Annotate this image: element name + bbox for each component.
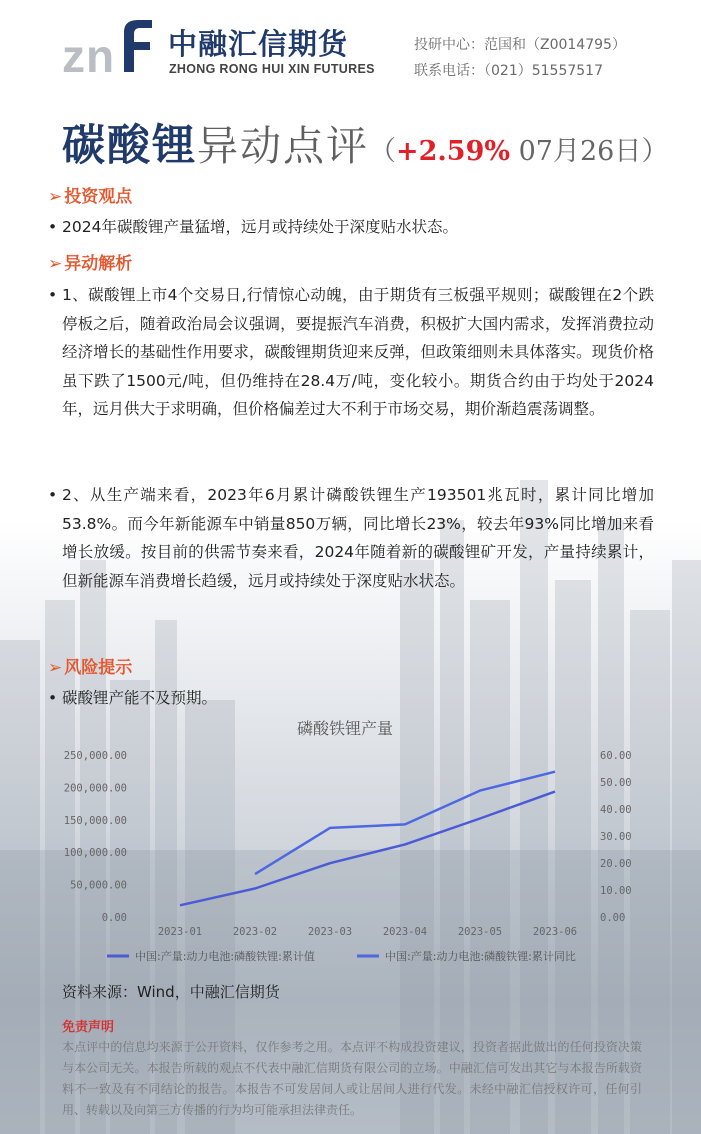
- y-left-tick-label: 200,000.00: [63, 782, 127, 795]
- view-text: 2024年碳酸锂产量猛增，远月或持续处于深度贴水状态。: [62, 218, 458, 236]
- title-price-change: +2.59%: [396, 136, 511, 167]
- section-heading-view: [48, 182, 132, 207]
- legend-label: 中国:产量:动力电池:磷酸铁锂:累计同比: [385, 950, 576, 963]
- title-date: 07月26日）: [510, 136, 669, 167]
- y-right-tick-label: 40.00: [600, 804, 632, 816]
- title-product: 碳酸锂: [62, 121, 197, 171]
- company-name-cn: 中融汇信期货: [168, 27, 349, 61]
- view-paragraph: [48, 213, 654, 242]
- x-tick-label: 2023-05: [457, 926, 503, 938]
- arrow-bullet-icon: ➢: [48, 254, 63, 274]
- y-left-tick-label: 250,000.00: [63, 750, 127, 762]
- y-left-tick-label: 0.00: [101, 912, 127, 924]
- company-logo-icon: [62, 14, 162, 78]
- title-open-paren: （: [369, 136, 396, 167]
- data-source: 资料来源：Wind，中融汇信期货: [62, 983, 280, 1001]
- y-left-tick-label: 100,000.00: [63, 847, 127, 860]
- svg-text:n: n: [86, 30, 115, 78]
- section-heading-label: 投资观点: [64, 187, 133, 207]
- bullet-icon: •: [48, 486, 58, 504]
- analysis-paragraph-2: [48, 481, 654, 595]
- bullet-icon: •: [48, 286, 58, 304]
- bullet-icon: •: [48, 218, 58, 236]
- y-right-tick-label: 10.00: [600, 885, 632, 897]
- risk-text: 碳酸锂产能不及预期。: [62, 689, 218, 707]
- company-name-en: ZHONG RONG HUI XIN FUTURES: [169, 62, 375, 76]
- section-heading-label: 风险提示: [64, 658, 133, 678]
- risk-paragraph: [48, 684, 654, 713]
- section-heading-label: 异动解析: [64, 254, 133, 274]
- svg-text:z: z: [62, 30, 85, 78]
- disclaimer-text: 本点评中的信息均来源于公开资料，仅作参考之用。本点评不构成投资建议，投资者据此做出的任何投资决策与本公司无关。本报告所载的观点不代表中融汇信期货有限公司的立场。中融汇信可发出其它与本报告所载资料不一致及有不同结论的报告。本报告不可发居间人或让居间人进行代发。未经中融汇信授权许可，任何引用、转载以及向第三方传播的行为均可能承担法律责任。: [62, 1040, 642, 1117]
- x-tick-label: 2023-06: [532, 926, 578, 938]
- series-line-yoy: [255, 772, 555, 874]
- y-right-tick-label: 60.00: [600, 750, 632, 762]
- report-header: [0, 0, 701, 92]
- arrow-bullet-icon: ➢: [48, 658, 63, 678]
- x-tick-label: 2023-02: [232, 926, 278, 938]
- x-tick-label: 2023-04: [382, 926, 428, 938]
- x-tick-label: 2023-03: [307, 926, 353, 938]
- y-right-tick-label: 30.00: [600, 831, 632, 843]
- title-type: 异动点评: [197, 122, 369, 170]
- arrow-bullet-icon: ➢: [48, 187, 63, 207]
- section-heading-risk: [48, 653, 132, 678]
- analyst-contact: 投研中心：范国和（Z0014795）: [414, 37, 626, 53]
- y-left-tick-label: 50,000.00: [70, 879, 127, 892]
- series-line-cumulative: [180, 792, 555, 906]
- lfp-production-chart: [0, 740, 701, 970]
- section-heading-analysis: [48, 249, 132, 274]
- y-right-tick-label: 0.00: [600, 912, 626, 924]
- analysis-paragraph-1: [48, 281, 654, 424]
- y-right-tick-label: 20.00: [600, 858, 632, 870]
- y-right-tick-label: 50.00: [600, 777, 632, 789]
- chart-title: 磷酸铁锂产量: [297, 719, 394, 738]
- phone-contact: 联系电话：（021）51557517: [414, 63, 603, 79]
- analysis-text-1: 1、碳酸锂上市4个交易日,行情惊心动魄，由于期货有三板强平规则；碳酸锂在2个跌停板之后，随着政治局会议强调，要提振汽车消费，积极扩大国内需求，发挥消费拉动经济增长的基础性作用要求，碳酸锂期货迎来反弹，但政策细则未具体落实。现货价格虽下跌了1500元/吨，但仍维持在28.4万/吨，变化较小。期货合约由于均处于2024年，远月供大于求明确，但价格偏差过大不利于市场交易，期价渐趋震荡调整。: [62, 286, 654, 418]
- x-tick-label: 2023-01: [157, 926, 203, 938]
- report-title: [62, 112, 668, 172]
- legend-label: 中国:产量:动力电池:磷酸铁锂:累计值: [135, 950, 315, 963]
- disclaimer-heading: 免责声明: [62, 1020, 115, 1035]
- analysis-text-2: 2、从生产端来看，2023年6月累计磷酸铁锂生产193501兆瓦时，累计同比增加53.8%。而今年新能源车中销量850万辆，同比增长23%，较去年93%同比增加来看增长放缓。按目前的供需节奏来看，2024年随着新的碳酸锂矿开发，产量持续累计，但新能源车消费增长趋缓，远月或持续处于深度贴水状态。: [62, 486, 654, 590]
- bullet-icon: •: [48, 689, 58, 707]
- y-left-tick-label: 150,000.00: [63, 814, 127, 827]
